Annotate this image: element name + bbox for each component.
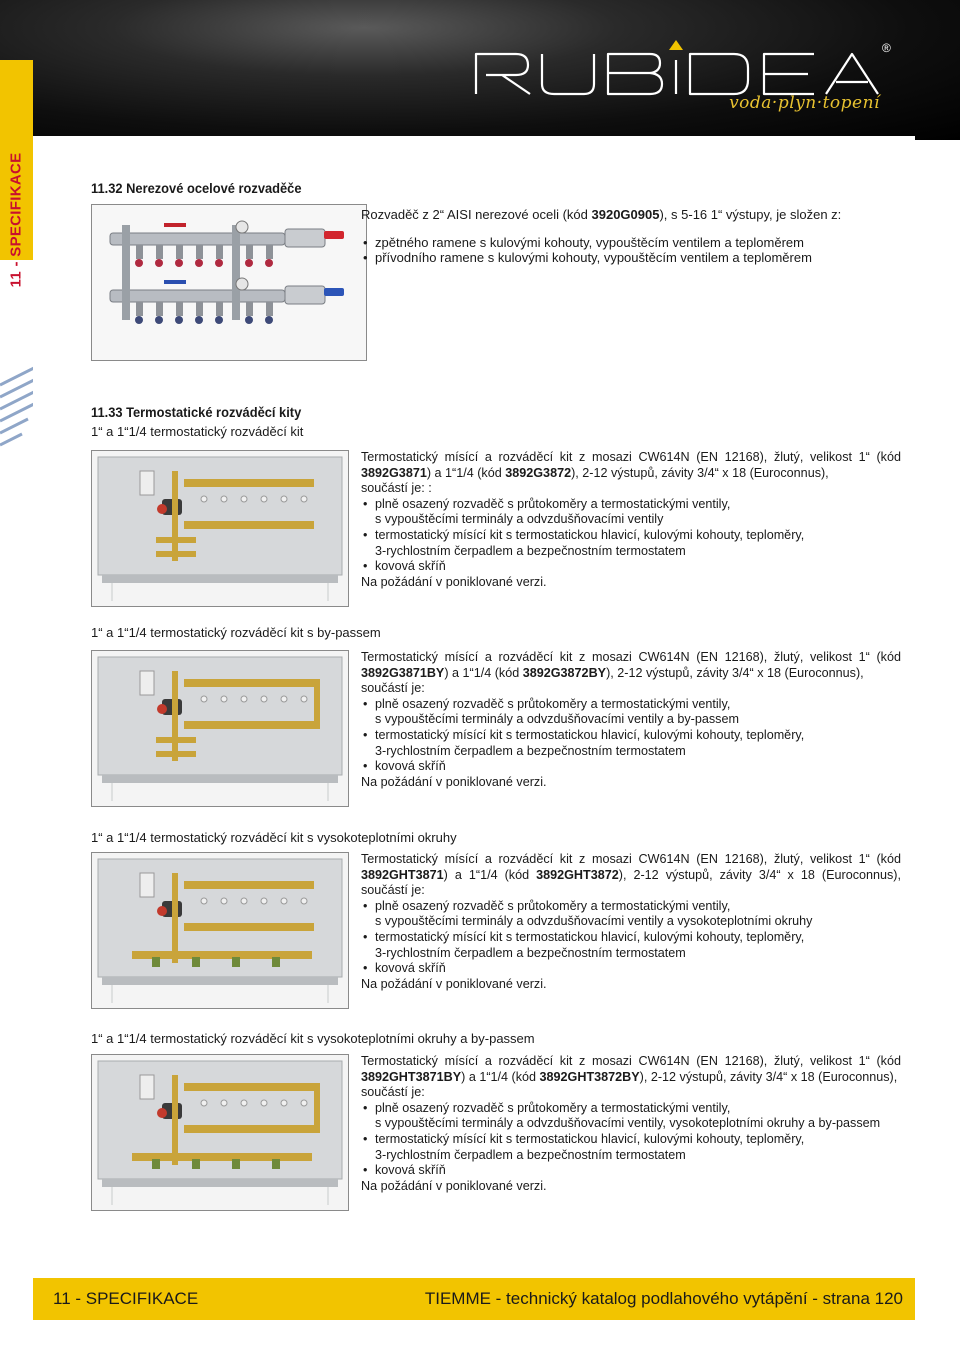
list-item: • plně osazený rozvaděč s průtokoměry a termostatickými ventily, — [361, 1101, 901, 1117]
stainless-code: 3920G0905 — [591, 207, 660, 222]
footer-section-label: 11 - SPECIFIKACE — [53, 1289, 199, 1308]
sidebar-tab-label: 11 - SPECIFIKACE — [7, 152, 25, 288]
kit-description — [361, 450, 901, 590]
kit-intro-mid: ) a 1“1/4 (kód — [443, 867, 537, 882]
footer-catalog-label: TIEMME - technický katalog podlahového vytápění - strana 120 — [424, 1289, 903, 1308]
list-item-continued: 3-rychlostním čerpadlem a bezpečnostním termostatem — [375, 1147, 686, 1162]
page-footer — [33, 1278, 915, 1320]
list-item: • kovová skříň — [361, 1163, 901, 1179]
kit-note: Na požádání v poniklované verzi. — [361, 976, 547, 991]
list-item: • plně osazený rozvaděč s průtokoměry a termostatickými ventily, — [361, 497, 901, 513]
kit-intro-pre: Termostatický mísící a rozváděcí kit z mosazi CW614N (EN 12168), žlutý, velikost 1“ (kód — [361, 450, 901, 464]
kit-code-1: 3892GHT3871 — [361, 867, 444, 882]
list-item-continued: s vypouštěcími terminály a odvzdušňovacími ventily, vysokoteplotními okruhy a by-passem — [375, 1116, 881, 1131]
list-item: • přívodního ramene s kulovými kohouty, vypouštěcím ventilem a teploměrem — [361, 250, 901, 266]
page-header — [0, 0, 960, 140]
kit-description — [361, 650, 901, 790]
section-title-stainless: 11.32 Nerezové ocelové rozvaděče — [91, 180, 302, 196]
kit-intro-pre: Termostatický mísící a rozváděcí kit z mosazi CW614N (EN 12168), žlutý, velikost 1“ (kód — [361, 1054, 901, 1068]
kit-subtitle: 1“ a 1“1/4 termostatický rozváděcí kit — [91, 424, 304, 439]
list-item: • plně osazený rozvaděč s průtokoměry a termostatickými ventily, — [361, 697, 901, 713]
kit-code-1: 3892G3871BY — [361, 665, 445, 680]
photo-kit-4 — [91, 1054, 349, 1211]
kit-intro-post: ), 2-12 výstupů, závity 3/4“ x 18 (Euroconnus), — [639, 1069, 898, 1084]
kit-code-2: 3892G3872BY — [522, 665, 607, 680]
kit-intro-post: ), 2-12 výstupů, závity 3/4“ x 18 (Euroconnus), součástí je: — [361, 867, 901, 898]
list-item: • termostatický mísící kit s termostatickou hlavicí, kulovými kohouty, teploměry, — [361, 728, 901, 744]
kit-note: Na požádání v poniklované verzi. — [361, 774, 547, 789]
list-item: • zpětného ramene s kulovými kohouty, vypouštěcím ventilem a teploměrem — [361, 235, 901, 251]
kit-description — [361, 852, 901, 992]
photo-stainless-manifold — [91, 204, 367, 361]
svg-text:®: ® — [882, 41, 891, 55]
list-item-continued: 3-rychlostním čerpadlem a bezpečnostním termostatem — [375, 743, 686, 758]
kit-note: Na požádání v poniklované verzi. — [361, 1178, 547, 1193]
sidebar-tab — [0, 60, 33, 288]
list-item-continued: 3-rychlostním čerpadlem a bezpečnostním termostatem — [375, 945, 686, 960]
kit-sub-label: součástí je: — [361, 1085, 425, 1100]
kit-intro-mid: ) a 1“1/4 (kód — [426, 465, 506, 480]
kit-code-1: 3892G3871 — [361, 465, 427, 480]
list-item-continued: s vypouštěcími terminály a odvzdušňovacími ventily a by-passem — [375, 712, 739, 727]
header-tagline: voda·plyn·topení — [729, 93, 880, 113]
kit-intro-pre: Termostatický mísící a rozváděcí kit z mosazi CW614N (EN 12168), žlutý, velikost 1“ (kód — [361, 852, 901, 866]
kit-code-2: 3892G3872 — [505, 465, 572, 480]
kit-intro-post: ), 2-12 výstupů, závity 3/4“ x 18 (Euroconnus), — [606, 665, 864, 680]
kit-subtitle: 1“ a 1“1/4 termostatický rozváděcí kit s vysokoteplotními okruhy — [91, 830, 457, 845]
kit-sub-label: součástí je: : — [361, 481, 432, 496]
list-item: • kovová skříň — [361, 559, 901, 575]
kit-code-2: 3892GHT3872BY — [539, 1069, 640, 1084]
list-item: • termostatický mísící kit s termostatickou hlavicí, kulovými kohouty, teploměry, — [361, 528, 901, 544]
list-item: • kovová skříň — [361, 759, 901, 775]
kit-sub-label: součástí je: — [361, 681, 425, 696]
kit-code-1: 3892GHT3871BY — [361, 1069, 462, 1084]
kit-intro-mid: ) a 1“1/4 (kód — [461, 1069, 540, 1084]
section-title-kits: 11.33 Termostatické rozváděcí kity — [91, 404, 302, 420]
photo-kit-1 — [91, 450, 349, 607]
list-item: • kovová skříň — [361, 961, 901, 977]
list-item: • termostatický mísící kit s termostatickou hlavicí, kulovými kohouty, teploměry, — [361, 930, 901, 946]
list-item-continued: 3-rychlostním čerpadlem a bezpečnostním termostatem — [375, 543, 686, 558]
kit-subtitle: 1“ a 1“1/4 termostatický rozváděcí kit s by-passem — [91, 625, 381, 640]
stainless-intro-post: ), s 5-16 1“ výstupy, je složen z: — [659, 207, 842, 222]
kit-code-2: 3892GHT3872 — [536, 867, 619, 882]
kit-description — [361, 1054, 901, 1194]
photo-kit-2 — [91, 650, 349, 807]
list-item: • plně osazený rozvaděč s průtokoměry a termostatickými ventily, — [361, 899, 901, 915]
photo-kit-3 — [91, 852, 349, 1009]
content-panel — [33, 136, 915, 1266]
kit-intro-pre: Termostatický mísící a rozváděcí kit z mosazi CW614N (EN 12168), žlutý, velikost 1“ (kód — [361, 650, 901, 664]
list-item: • termostatický mísící kit s termostatickou hlavicí, kulovými kohouty, teploměry, — [361, 1132, 901, 1148]
kit-note: Na požádání v poniklované verzi. — [361, 574, 547, 589]
kit-subtitle: 1“ a 1“1/4 termostatický rozváděcí kit s vysokoteplotními okruhy a by-passem — [91, 1031, 535, 1046]
stainless-intro-pre: Rozvaděč z 2“ AISI nerezové oceli (kód — [361, 207, 592, 222]
list-item-continued: s vypouštěcími terminály a odvzdušňovacími ventily — [375, 512, 664, 527]
stainless-description — [361, 207, 901, 266]
list-item-continued: s vypouštěcími terminály a odvzdušňovacími ventily a vysokoteplotními okruhy — [375, 914, 813, 929]
kit-intro-post: ), 2-12 výstupů, závity 3/4“ x 18 (Euroconnus), — [571, 465, 829, 480]
kit-intro-mid: ) a 1“1/4 (kód — [444, 665, 523, 680]
